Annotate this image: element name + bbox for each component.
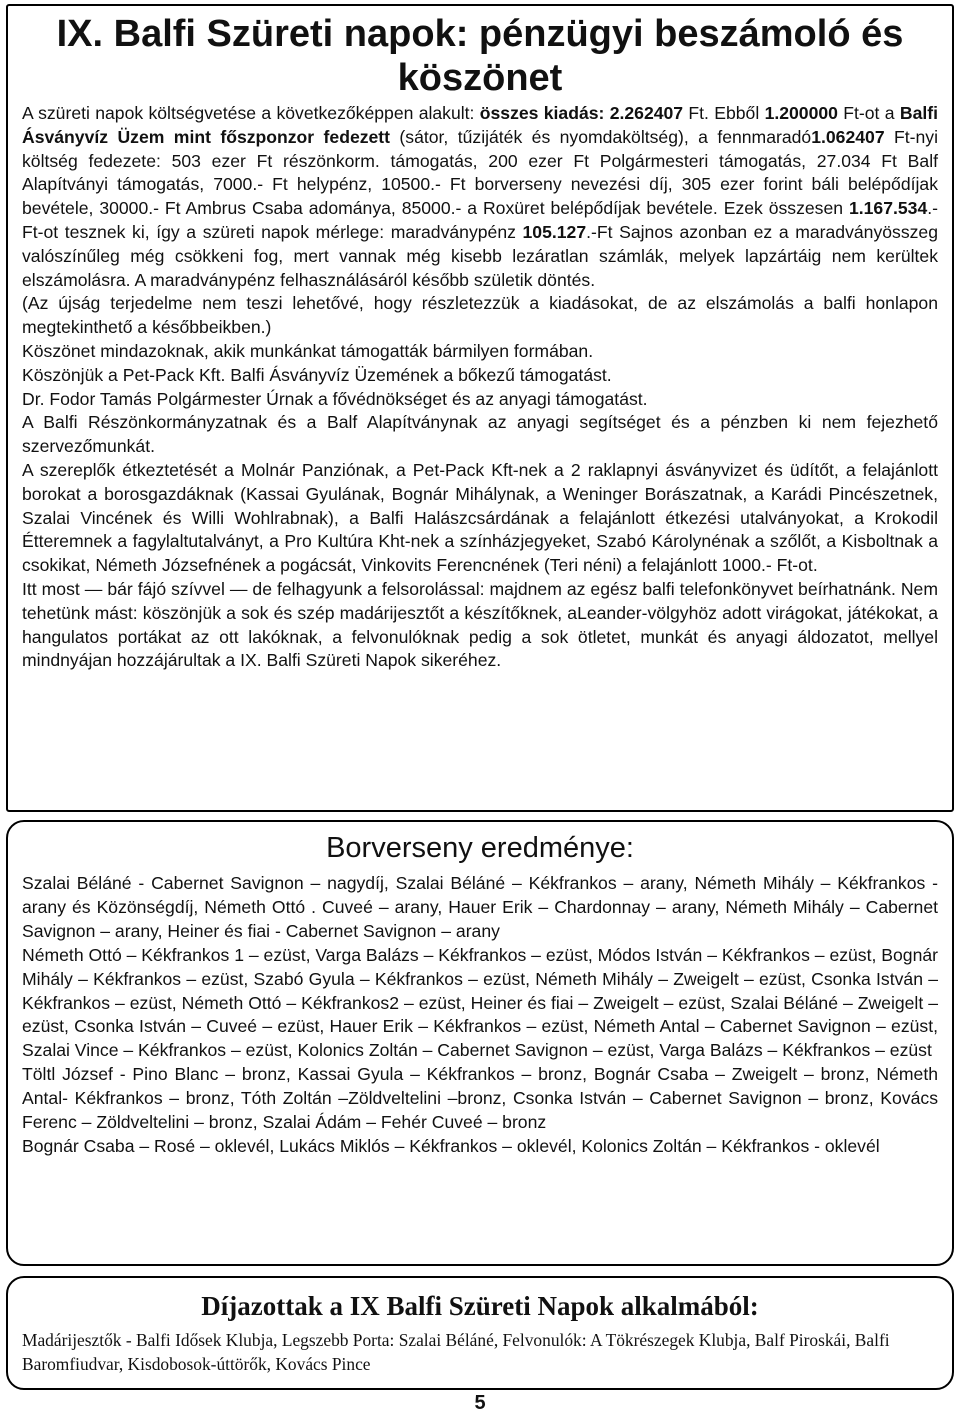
thanks-paragraph: Köszönet mindazoknak, akik munkánkat támogatták bármilyen formában. <box>22 340 594 361</box>
income-total: 1.167.534 <box>848 198 928 219</box>
wine-contest-section <box>6 820 954 1266</box>
awards-body: Madárijesztők - Balfi Idősek Klubja, Legszebb Porta: Szalai Béláné, Felvonulók: A Tökrészegek Klubja, Balf Piroskái, Balfi Baromfiudvar, Kisdobosok-úttörők, Kovács Pince <box>22 1330 890 1374</box>
diploma-results: Bognár Csaba – Rosé – oklevél, Lukács Miklós – Kékfrankos – oklevél, Kolonics Zoltán – Kékfrankos - oklevél <box>22 1135 880 1156</box>
sponsor-amount: 1.200000 <box>764 103 838 123</box>
awards-section <box>6 1276 954 1390</box>
thanks-paragraph: Köszönjük a Pet-Pack Kft. Balfi Ásványvíz Üzemének a bőkezű támogatást. <box>22 364 612 385</box>
report-section <box>6 4 954 812</box>
silver-results: Németh Ottó – Kékfrankos 1 – ezüst, Varga Balázs – Kékfrankos – ezüst, Módos István – Kékfrankos – ezüst, Bognár Mihály – Kékfrankos – ezüst, Szabó Gyula – Kékfrankos – ezüst, Németh Mihály – Zweigelt – ezüst, Csonka István – Kékfrankos – ezüst, Németh Ottó – Kékfrankos2 – ezüst, Heiner és fiai – Zweigelt – ezüst, Szalai Béláné – Zweigelt – ezüst, Csonka István – Cuveé – ezüst, Hauer Erik – Kékfrankos – ezüst, Németh Antal – Cabernet Savignon – ezüst, Szalai Vince – Kékfrankos – ezüst, Kolonics Zoltán – Cabernet Savignon – ezüst, Varga Balázs – Kékfrankos – ezüst <box>22 944 938 1061</box>
awards-title: Díjazottak a IX Balfi Szüreti Napok alkalmából: <box>201 1291 759 1321</box>
thanks-paragraph: A szereplők étkeztetését a Molnár Panziónak, a Pet-Pack Kft-nek a 2 raklapnyi ásványvizet és üdítőt, a felajánlott borokat a borosgazdáknak (Kassai Gyulának, Bognár Mihálynak, a Weninger Borászatnak, a Karádi Pincészetnek, Szalai Vincének és Willi Wohlrabnak), a Balfi Halászcsárdának a felajánlott étkezési utalványokat, a Krokodil Étteremnek a fagylaltutalványt, a Pro Kultúra Kht-nek a színházjegyeket, Szabó Károlynénak a szőlőt, a Kisboltnak a csokikat, Németh Józsefnének a pogácsát, Vinkovits Ferencnének (Teri néni) a felajánlott 1000.- Ft-ot. <box>22 459 938 576</box>
gold-results: Szalai Béláné - Cabernet Savignon – nagydíj, Szalai Béláné – Kékfrankos – arany, Németh Mihály – Kékfrankos - arany és Közönségdíj, Németh Ottó . Cuveé – arany, Hauer Erik – Chardonnay – arany, Németh Mihály – Cabernet Savignon – arany, Heiner és fiai - Cabernet Savignon – arany <box>22 873 938 941</box>
text: A szüreti napok költségvetése a következőképpen alakult: <box>22 103 480 123</box>
bronze-results: Töltl József - Pino Blanc – bronz, Kassai Gyula – Kékfrankos – bronz, Bognár Csaba – Zweigelt – bronz, Németh Antal- Kékfrankos – bronz, Tóth Zoltán –Zöldveltelini –bronz, Csonka István – Cabernet Savignon – bronz, Kovács Ferenc – Zöldveltelini – bronz, Szalai Ádám – Fehér Cuveé – bronz <box>22 1064 938 1133</box>
thanks-paragraph: Dr. Fodor Tamás Polgármester Úrnak a fővédnökséget és az anyagi támogatást. <box>22 388 648 409</box>
text: Ft. Ebből <box>683 103 765 123</box>
report-title <box>16 12 944 100</box>
remaining-amount: 1.062407 <box>811 126 885 147</box>
text: (sátor, tűzijáték és nyomdaköltség), a fennmaradó <box>390 126 812 147</box>
total-expense: összes kiadás: 2.262407 <box>479 103 684 123</box>
text: .- Ft-ot tesznek ki, így a szüreti napok mérlege: maradványpénz <box>22 198 938 242</box>
thanks-paragraph: A Balfi Részönkormányzatnak és a Balf Alapítványnak az anyagi segítséget és a pénzben ki nem fejezhető szervezőmunkát. <box>22 412 938 457</box>
report-body <box>22 102 938 673</box>
surplus-amount: 105.127 <box>522 221 587 242</box>
note-paragraph: (Az újság terjedelme nem teszi lehetővé, hogy részletezzük a kiadásokat, de az elszámolás a balfi honlapon megtekinthető a későbbeikben.) <box>22 293 938 338</box>
title-line-1: IX. Balfi Szüreti napok: pénzügyi beszámoló és <box>56 13 904 55</box>
wine-contest-title: Borverseny eredménye: <box>326 832 634 864</box>
wine-contest-body <box>22 872 938 1159</box>
text: .-Ft Sajnos azonban ez a maradványösszeg valószínűleg még csökkeni fog, mert vannak még kisebb lezáratlan számlák, melyek lapzártáig nem kerültek elszámolásra. A maradványpénz felhasználásáról később születik döntés. <box>22 221 938 290</box>
main-sponsor: Balfi Ásványvíz Üzem mint főszponzor fedezett <box>22 103 938 147</box>
title-line-2: köszönet <box>397 57 563 99</box>
text: Ft-nyi költség fedezete: 503 ezer Ft részönkorm. támogatás, 200 ezer Ft Polgármesteri támogatás, 27.034 Ft Balf Alapítványi támogatás, 7000.- Ft helypénz, 10500.- Ft borverseny nevezési díj, 305 ezer forint báli belépődíjak bevétele, 30000.- Ft Ambrus Csaba adománya, 85000.- a Roxüret belépődíjak bevétele. Ezek összesen <box>22 126 938 219</box>
finance-paragraph <box>22 102 938 292</box>
text: Ft-ot a <box>837 103 900 123</box>
page-number: 5 <box>474 1392 486 1414</box>
closing-paragraph: Itt most — bár fájó szívvel — de felhagyunk a felsorolással: majdnem az egész balfi telefonkönyvet beírhatnánk. Nem tehetünk mást: köszönjük a sok és szép madárijesztőt a készítőknek, aLeander-völgyhöz adott virágokat, játékokat, a hangulatos portákat az ott lakóknak, a felvonulóknak pedig a sok ötletet, munkát és anyagi áldozatot, mellyel mindnyájan hozzájárultak a IX. Balfi Szüreti Napok sikeréhez. <box>22 578 938 671</box>
